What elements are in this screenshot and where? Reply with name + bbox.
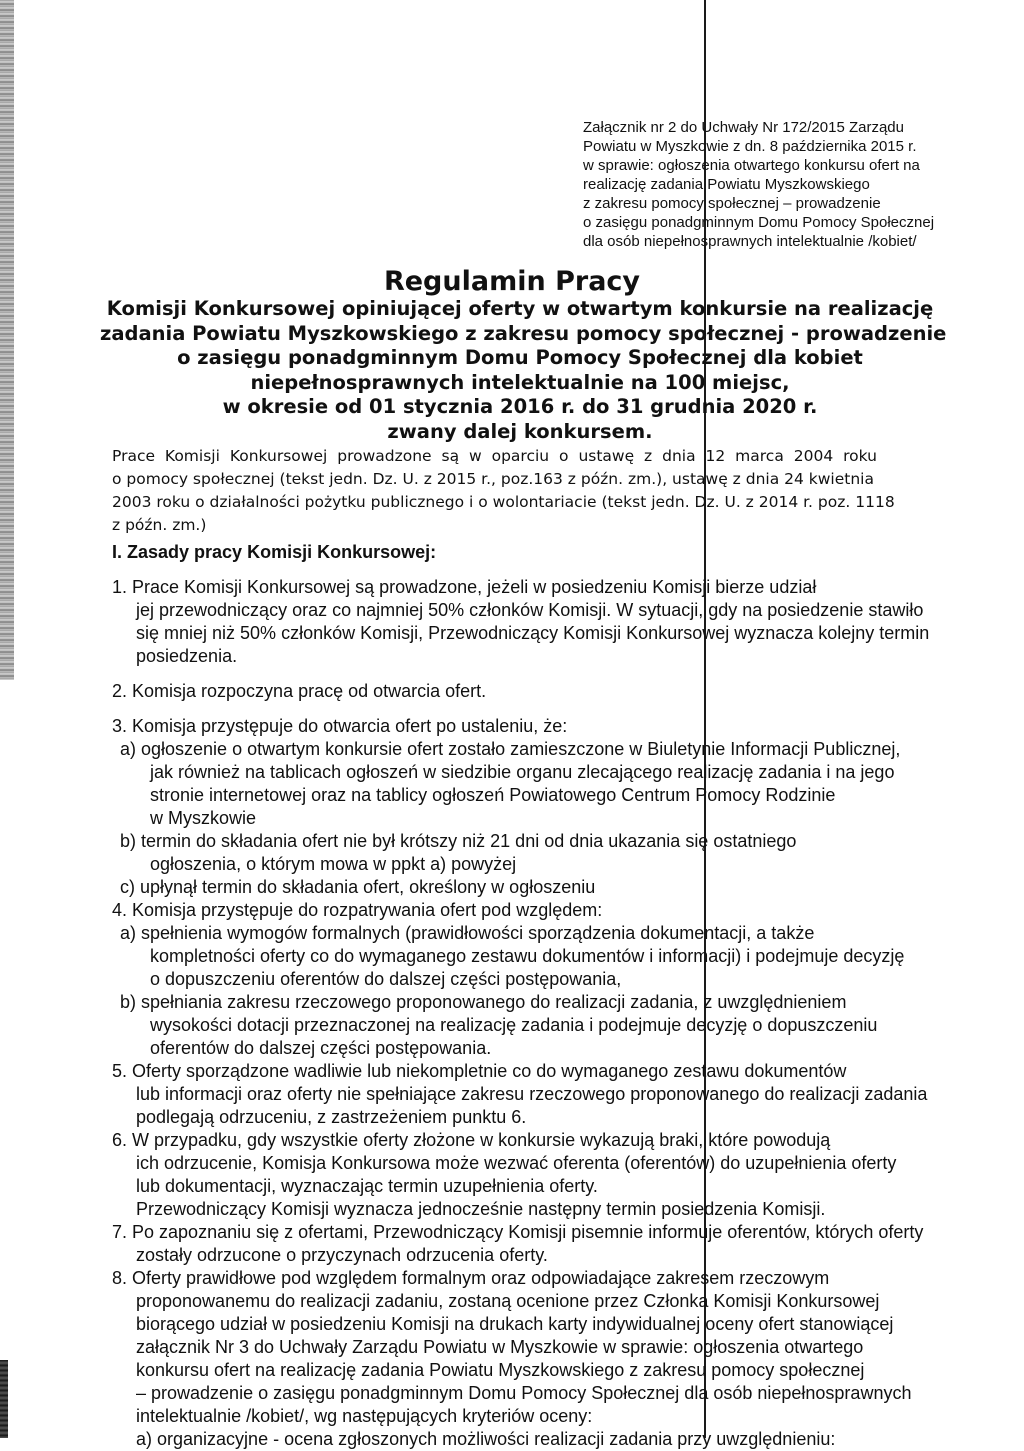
item-8-line: proponowanemu do realizacji zadaniu, zostaną ocenione przez Członka Komisji Konkursowej bbox=[136, 1291, 880, 1311]
item-6-line: lub dokumentacji, wyznaczając termin uzupełnienia oferty. bbox=[136, 1176, 598, 1196]
item-3-line: 3. Komisja przystępuje do otwarcia ofert po ustaleniu, że: bbox=[112, 716, 568, 736]
item-3a-line: stronie internetowej oraz na tablicy ogłoszeń Powiatowego Centrum Pomocy Rodzinie bbox=[150, 785, 836, 805]
item-3a-line: a) ogłoszenie o otwartym konkursie ofert zostało zamieszczone w Biuletynie Informacji Publicznej, bbox=[120, 739, 901, 759]
item-4-line: 4. Komisja przystępuje do rozpatrywania ofert pod względem: bbox=[112, 900, 603, 920]
document-subtitle bbox=[100, 297, 947, 444]
item-4a-line: kompletności oferty co do wymaganego zestawu dokumentów i informacji) i podejmuje decyzję bbox=[150, 946, 905, 966]
header-line: realizację zadania Powiatu Myszkowskiego bbox=[583, 176, 870, 193]
item-1-line: się mniej niż 50% członków Komisji, Przewodniczący Komisji Konkursowej wyznacza kolejny termin bbox=[136, 623, 930, 643]
item-8-line: załącznik Nr 3 do Uchwały Zarządu Powiatu w Myszkowie w sprawie: ogłoszenia otwartego bbox=[136, 1337, 864, 1357]
item-6-line: 6. W przypadku, gdy wszystkie oferty złożone w konkursie wykazują braki, które powodują bbox=[112, 1130, 831, 1150]
subtitle-line: o zasięgu ponadgminnym Domu Pomocy Społecznej dla kobiet bbox=[177, 346, 863, 369]
item-8-line: biorącego udział w posiedzeniu Komisji na drukach karty indywidualnej oceny ofert stanowiącej bbox=[136, 1314, 894, 1334]
intro-line: 2003 roku o działalności pożytku publicznego i o wolontariacie (tekst jedn. Dz. U. z 2014 r. poz. 1118 bbox=[112, 493, 895, 511]
item-1-line: posiedzenia. bbox=[136, 646, 238, 666]
item-3c-line: c) upłynął termin do składania ofert, określony w ogłoszeniu bbox=[120, 877, 596, 897]
item-4b-line: wysokości dotacji przeznaczonej na realizację zadania i podejmuje decyzję o dopuszczeniu bbox=[150, 1015, 878, 1035]
document-title: Regulamin Pracy bbox=[383, 266, 641, 297]
item-8-line: – prowadzenie o zasięgu ponadgminnym Domu Pomocy Społecznej dla osób niepełnosprawnych bbox=[136, 1383, 912, 1403]
item-8-line: intelektualnie /kobiet/, wg następujących kryteriów oceny: bbox=[136, 1406, 593, 1426]
attachment-header bbox=[583, 118, 963, 251]
subtitle-line: zadania Powiatu Myszkowskiego z zakresu pomocy społecznej - prowadzenie bbox=[100, 321, 947, 345]
scan-edge-bottom-left bbox=[0, 1360, 8, 1438]
item-1-line: jej przewodniczący oraz co najmniej 50% członków Komisji. W sytuacji, gdy na posiedzenie stawiło bbox=[136, 600, 924, 620]
item-5-line: 5. Oferty sporządzone wadliwie lub niekompletnie co do wymaganego zestawu dokumentów bbox=[112, 1061, 847, 1081]
item-1-line: 1. Prace Komisji Konkursowej są prowadzone, jeżeli w posiedzeniu Komisji bierze udział bbox=[112, 577, 817, 597]
header-line: dla osób niepełnosprawnych intelektualnie /kobiet/ bbox=[583, 233, 917, 250]
item-4a-line: a) spełnienia wymogów formalnych (prawidłowości sporządzenia dokumentacji, a także bbox=[120, 923, 815, 943]
header-line: Załącznik nr 2 do Uchwały Nr 172/2015 Zarządu bbox=[583, 119, 904, 136]
item-5-line: podlegają odrzuceniu, z zastrzeżeniem punktu 6. bbox=[136, 1107, 527, 1127]
item-4a-line: o dopuszczeniu oferentów do dalszej części postępowania, bbox=[150, 969, 622, 989]
header-line: Powiatu w Myszkowie z dn. 8 października 2015 r. bbox=[583, 138, 917, 155]
item-3a-line: w Myszkowie bbox=[150, 808, 257, 828]
item-4b-line: oferentów do dalszej części postępowania. bbox=[150, 1038, 492, 1058]
item-7-line: 7. Po zapoznaniu się z ofertami, Przewodniczący Komisji pisemnie informuje oferentów, których oferty bbox=[112, 1222, 924, 1242]
subtitle-line: niepełnosprawnych intelektualnie na 100 miejsc, bbox=[250, 370, 790, 394]
item-6-line: Przewodniczący Komisji wyznacza jednocześnie następny termin posiedzenia Komisji. bbox=[136, 1199, 826, 1219]
item-3a-line: jak również na tablicach ogłoszeń w siedzibie organu zlecającego realizację zadania i na jego bbox=[150, 762, 895, 782]
subtitle-line: Komisji Konkursowej opiniującej oferty w otwartym konkursie na realizację bbox=[106, 297, 934, 320]
item-3b-line: ogłoszenia, o którym mowa w ppkt a) powyżej bbox=[150, 854, 517, 874]
item-5-line: lub informacji oraz oferty nie spełniające zakresu rzeczowego proponowanego do realizacji zadania bbox=[136, 1084, 928, 1104]
item-8a-line: a) organizacyjne - ocena zgłoszonych możliwości realizacji zadania przy uwzględnieniu: bbox=[136, 1429, 836, 1449]
subtitle-line: zwany dalej konkursem. bbox=[387, 419, 653, 443]
intro-line: o pomocy społecznej (tekst jedn. Dz. U. z 2015 r., poz.163 z późn. zm.), ustawę z dnia 24 kwietnia bbox=[112, 470, 874, 488]
item-4b-line: b) spełniania zakresu rzeczowego proponowanego do realizacji zadania, z uwzględnieniem bbox=[120, 992, 847, 1012]
item-6-line: ich odrzucenie, Komisja Konkursowa może wezwać oferenta (oferentów) do uzupełnienia oferty bbox=[136, 1153, 897, 1173]
header-line: o zasięgu ponadgminnym Domu Pomocy Społecznej bbox=[583, 214, 935, 231]
item-2-line: 2. Komisja rozpoczyna pracę od otwarcia ofert. bbox=[112, 681, 487, 701]
item-8-line: konkursu ofert na realizację zadania Powiatu Myszkowskiego z zakresu pomocy społecznej bbox=[136, 1360, 865, 1380]
header-line: w sprawie: ogłoszenia otwartego konkursu ofert na bbox=[583, 157, 920, 174]
section-heading: I. Zasady pracy Komisji Konkursowej: bbox=[112, 542, 437, 562]
rules-list bbox=[112, 570, 930, 1451]
subtitle-line: w okresie od 01 stycznia 2016 r. do 31 grudnia 2020 r. bbox=[222, 395, 818, 418]
header-line: z zakresu pomocy społecznej – prowadzenie bbox=[583, 195, 881, 212]
intro-line: z późn. zm.) bbox=[112, 516, 207, 534]
item-3b-line: b) termin do składania ofert nie był krótszy niż 21 dni od dnia ukazania się ostatniego bbox=[120, 831, 797, 851]
intro-line: Prace Komisji Konkursowej prowadzone są w oparciu o ustawę z dnia 12 marca 2004 roku bbox=[112, 447, 877, 465]
item-7-line: zostały odrzucone o przyczynach odrzucenia oferty. bbox=[136, 1245, 548, 1265]
intro-paragraph bbox=[112, 445, 912, 537]
scan-edge-left bbox=[0, 0, 14, 680]
item-8-line: 8. Oferty prawidłowe pod względem formalnym oraz odpowiadające zakresem rzeczowym bbox=[112, 1268, 830, 1288]
